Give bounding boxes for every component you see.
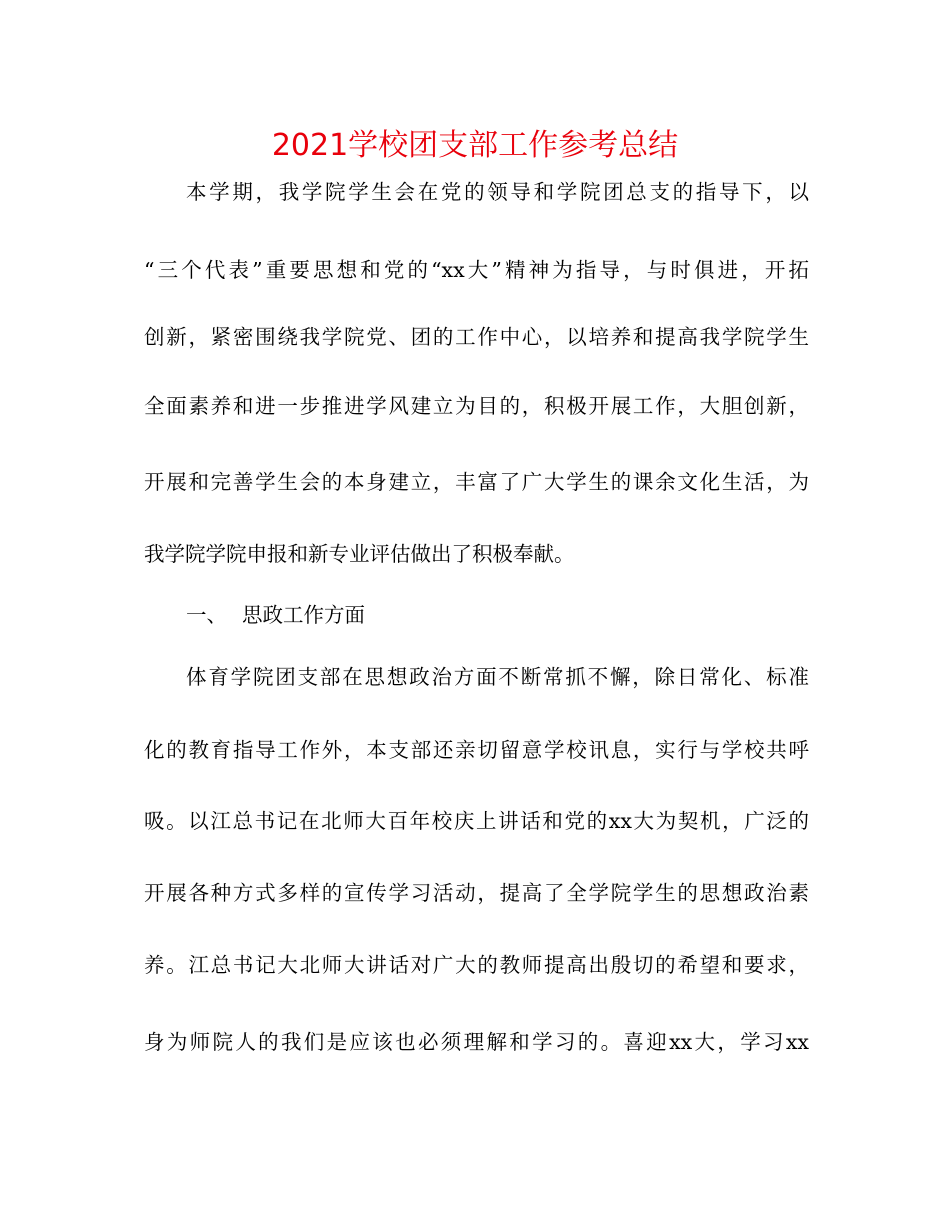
section-1-number: 一、 (186, 603, 227, 627)
paragraph-1-line-2: “三个代表”重要思想和党的“xx大”精神为指导，与时俱进，开拓 (144, 258, 809, 282)
paragraph-1-line-4: 全面素养和进一步推进学风建立为目的，积极开展工作，大胆创新， (144, 394, 809, 418)
paragraph-2-line-4: 开展各种方式多样的宣传学习活动，提高了全学院学生的思想政治素 (144, 881, 809, 905)
paragraph-1-line-1: 本学期，我学院学生会在党的领导和学院团总支的指导下，以 (186, 180, 809, 204)
paragraph-2-line-5: 养。江总书记大北师大讲话对广大的教师提高出殷切的希望和要求， (144, 953, 809, 977)
paragraph-1-line-3: 创新，紧密围绕我学院党、团的工作中心，以培养和提高我学院学生 (144, 325, 809, 349)
document-title: 2021学校团支部工作参考总结 (271, 128, 679, 163)
paragraph-2-line-3: 吸。以江总书记在北师大百年校庆上讲话和党的xx大为契机，广泛的 (144, 809, 809, 833)
paragraph-1-line-6: 我学院学院申报和新专业评估做出了积极奉献。 (144, 542, 575, 566)
paragraph-2-line-6: 身为师院人的我们是应该也必须理解和学习的。喜迎xx大，学习xx (144, 1030, 809, 1054)
paragraph-2-line-1: 体育学院团支部在思想政治方面不断常抓不懈，除日常化、标准 (186, 665, 809, 689)
section-1-heading (186, 598, 365, 632)
paragraph-1-line-5: 开展和完善学生会的本身建立，丰富了广大学生的课余文化生活，为 (144, 470, 809, 494)
paragraph-2-line-2: 化的教育指导工作外，本支部还亲切留意学校讯息，实行与学校共呼 (144, 738, 809, 762)
section-1-title: 思政工作方面 (242, 603, 365, 627)
